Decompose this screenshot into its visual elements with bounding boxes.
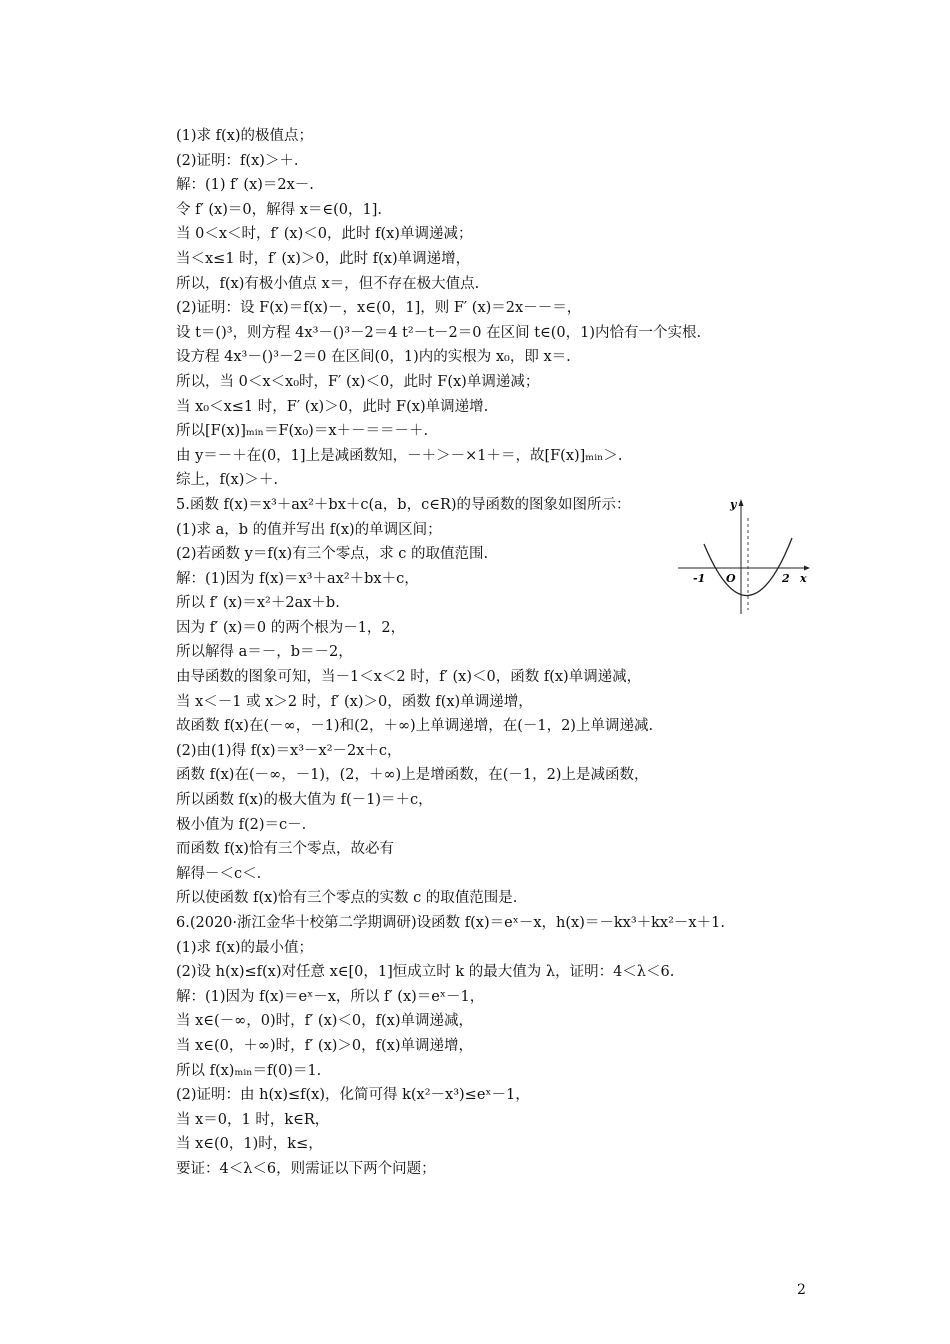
text-line: 当 0＜x＜时，f′ (x)＜0，此时 f(x)单调递减； bbox=[176, 226, 473, 243]
text-line: (2)证明：f(x)＞＋. bbox=[176, 152, 299, 169]
text-line: 解：(1)因为 f(x)＝eˣ－x，所以 f′ (x)＝eˣ－1， bbox=[176, 988, 485, 1005]
text-line: 当 x＜－1 或 x＞2 时，f′ (x)＞0，函数 f(x)单调递增， bbox=[176, 693, 533, 710]
text-line: 所以解得 a＝－，b＝－2， bbox=[176, 644, 353, 661]
text-line: 综上，f(x)＞＋. bbox=[176, 472, 278, 489]
text-line: 所以使函数 f(x)恰有三个零点的实数 c 的取值范围是. bbox=[176, 890, 518, 907]
text-line: 设 t＝()³，则方程 4x³－()³－2＝4 t²－t－2＝0 在区间 t∈(0，1)内恰有一个实根. bbox=[176, 324, 702, 341]
text-line: 函数 f(x)在(－∞，－1)，(2，＋∞)上是增函数，在(－1，2)上是减函数， bbox=[176, 767, 649, 784]
text-line: 所以函数 f(x)的极大值为 f(－1)＝＋c， bbox=[176, 792, 433, 809]
text-line: 所以，f(x)有极小值点 x＝，但不存在极大值点. bbox=[176, 275, 480, 292]
text-line: 5.函数 f(x)＝x³＋ax²＋bx＋c(a，b，c∈R)的导函数的图象如图所示： bbox=[176, 496, 631, 513]
text-line: 所以 f′ (x)＝x²＋2ax＋b. bbox=[176, 595, 340, 612]
text-line: 解得－＜c＜. bbox=[176, 865, 262, 882]
text-line: 要证：4＜λ＜6，则需证以下两个问题； bbox=[176, 1160, 436, 1177]
text-line: 当 x₀＜x≤1 时，F′ (x)＞0，此时 F(x)单调递增. bbox=[176, 398, 489, 415]
text-line: (1)求 f(x)的极值点； bbox=[176, 128, 314, 144]
x-axis-arrow-icon bbox=[804, 566, 810, 571]
text-line: 由 y＝－＋在(0，1]上是减函数知，－＋＞－×1＋＝，故[F(x)]ₘᵢₙ＞. bbox=[176, 447, 623, 464]
text-line: 所以，当 0＜x＜x₀时，F′ (x)＜0，此时 F(x)单调递减； bbox=[176, 373, 540, 390]
text-line: (2)若函数 y＝f(x)有三个零点，求 c 的取值范围. bbox=[176, 546, 489, 563]
text-line: 故函数 f(x)在(－∞，－1)和(2，＋∞)上单调递增，在(－1，2)上单调递减. bbox=[176, 718, 654, 735]
text-line: 因为 f′ (x)＝0 的两个根为－1，2， bbox=[176, 619, 406, 636]
text-line: (1)求 a，b 的值并写出 f(x)的单调区间； bbox=[176, 521, 442, 538]
text-line: 所以[F(x)]ₘᵢₙ＝F(x₀)＝x＋－＝＝－＋. bbox=[176, 423, 429, 440]
text-line: 由导函数的图象可知，当－1＜x＜2 时，f′ (x)＜0，函数 f(x)单调递减， bbox=[176, 669, 642, 686]
derivative-graph-figure bbox=[676, 492, 816, 616]
text-line: 6.(2020·浙江金华十校第二学期调研)设函数 f(x)＝eˣ－x，h(x)＝－kx³＋kx²－x＋1. bbox=[176, 915, 725, 931]
text-line: 当 x∈(0，1)时，k≤， bbox=[176, 1136, 323, 1153]
text-line: 所以 f(x)ₘᵢₙ＝f(0)＝1. bbox=[176, 1062, 322, 1079]
text-line: 解：(1)因为 f(x)＝x³＋ax²＋bx＋c， bbox=[176, 570, 419, 587]
text-line: (2)证明：设 F(x)＝f(x)－，x∈(0，1]，则 F′ (x)＝2x－－＝， bbox=[176, 300, 582, 317]
text-line: (2)证明：由 h(x)≤f(x)，化简可得 k(x²－x³)≤eˣ－1， bbox=[176, 1087, 530, 1104]
text-line: 当 x＝0，1 时，k∈R， bbox=[176, 1111, 330, 1128]
text-line: 极小值为 f(2)＝c－. bbox=[176, 816, 307, 833]
text-line: 当 x∈(0，＋∞)时，f′ (x)＞0，f(x)单调递增， bbox=[176, 1037, 473, 1054]
left-root-label: -1 bbox=[693, 572, 706, 585]
text-line: 设方程 4x³－()³－2＝0 在区间(0，1)内的实根为 x₀，即 x＝. bbox=[176, 349, 571, 366]
x-axis-label: x bbox=[800, 572, 807, 585]
document-body bbox=[176, 124, 826, 1182]
y-axis-arrow-icon bbox=[739, 499, 744, 506]
text-line: (1)求 f(x)的最小值； bbox=[176, 939, 314, 956]
page-number: 2 bbox=[797, 1282, 806, 1298]
text-line: 解：(1) f′ (x)＝2x－. bbox=[176, 177, 314, 194]
text-line: 而函数 f(x)恰有三个零点，故必有 bbox=[176, 841, 394, 858]
text-line: 当＜x≤1 时，f′ (x)＞0，此时 f(x)单调递增， bbox=[176, 250, 471, 267]
y-axis-label: y bbox=[730, 498, 737, 511]
origin-label: O bbox=[726, 572, 736, 585]
text-line: (2)设 h(x)≤f(x)对任意 x∈[0，1]恒成立时 k 的最大值为 λ，证明：4＜λ＜6. bbox=[176, 964, 675, 981]
text-line: (2)由(1)得 f(x)＝x³－x²－2x＋c， bbox=[176, 742, 402, 759]
right-root-label: 2 bbox=[782, 572, 790, 585]
text-line: 当 x∈(－∞，0)时，f′ (x)＜0，f(x)单调递减， bbox=[176, 1013, 473, 1030]
text-line: 令 f′ (x)＝0，解得 x＝∈(0，1]. bbox=[176, 201, 382, 218]
